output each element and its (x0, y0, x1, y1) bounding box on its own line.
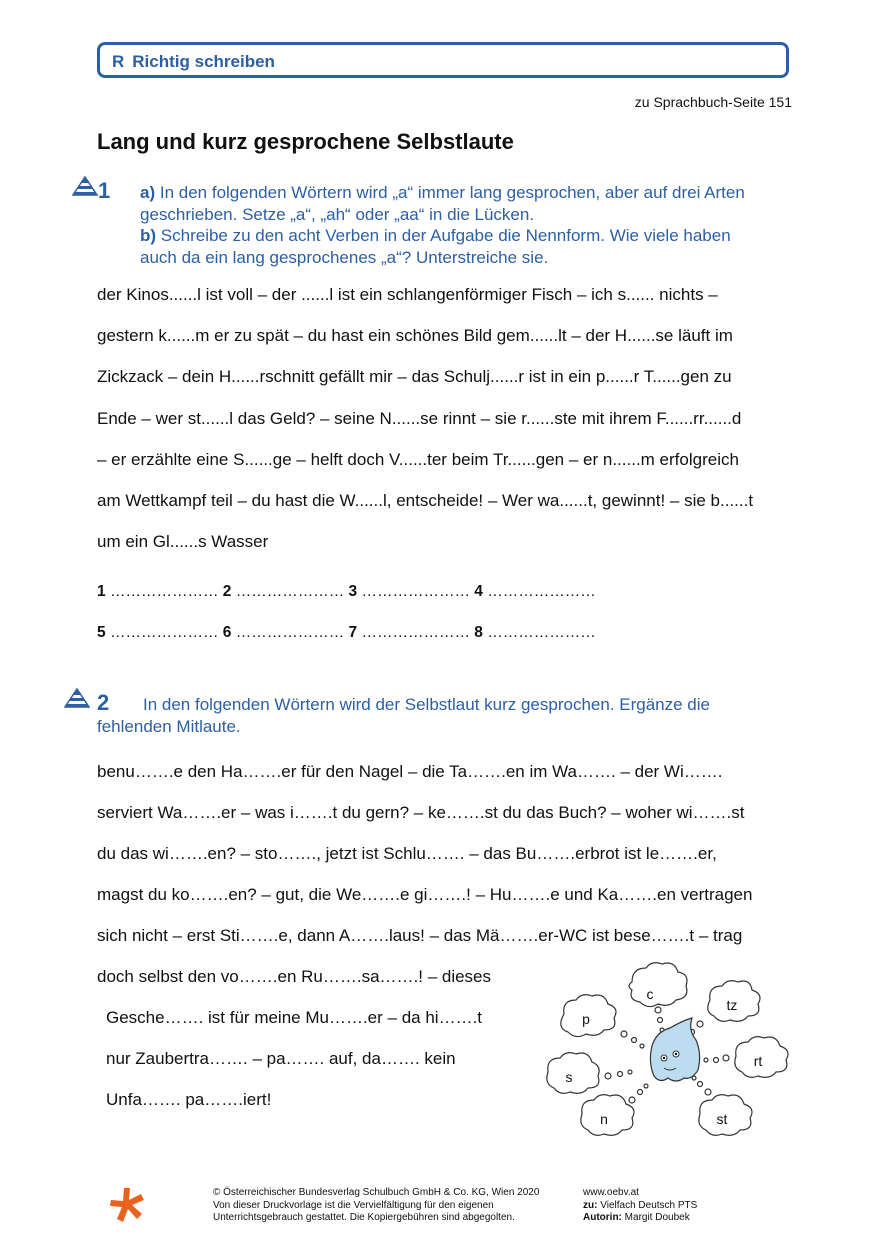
task-2-text-line[interactable]: benu…….e den Ha…….er für den Nagel – die Ta…….en im Wa……. – der Wi……. (97, 762, 723, 781)
bubble-letter: rt (753, 1053, 763, 1069)
task-1-number: 1 (98, 178, 111, 203)
section-letter: R (112, 52, 125, 71)
answer-slot-3[interactable]: 3 ………………… (348, 583, 470, 600)
task-1-text-line[interactable]: der Kinos......l ist voll – der ......l ist ein schlangenförmiger Fisch – ich s...... nichts – (97, 285, 718, 304)
task-2-text-line[interactable]: serviert Wa…….er – was i…….t du gern? – ke…….st du das Buch? – woher wi…….st (97, 803, 745, 822)
task-1-text-line[interactable]: Zickzack – dein H......rschnitt gefällt mir – das Schulj......r ist in ein p......r T......gen zu (97, 367, 732, 386)
answer-row-1 (97, 583, 596, 601)
task-1-part-a-line-1 (140, 182, 745, 204)
task-1-text-line[interactable]: um ein Gl......s Wasser (97, 532, 269, 551)
task-1-part-a-label: a) (140, 183, 156, 202)
answer-slot-6[interactable]: 6 ………………… (222, 624, 345, 641)
difficulty-pyramid-icon (64, 688, 90, 708)
footer-author (583, 1212, 697, 1225)
bubble-letter: tz (726, 997, 738, 1013)
page-title: Lang und kurz gesprochene Selbstlaute (97, 129, 514, 154)
footer-book (583, 1200, 697, 1213)
task-1-part-b-line-1 (140, 225, 731, 247)
task-2-text-line[interactable]: du das wi…….en? – sto……., jetzt ist Schlu……. – das Bu…….erbrot ist le…….er, (97, 844, 717, 863)
answer-slot-1[interactable]: 1 ………………… (97, 583, 219, 600)
section-title: Richtig schreiben (132, 52, 275, 71)
footer-note-1: Von dieser Druckvorlage ist die Vervielfältigung für den eigenen (213, 1199, 494, 1211)
task-2-text-line[interactable]: Unfa……. pa…….iert! (106, 1090, 272, 1109)
answer-slot-8[interactable]: 8 ………………… (474, 624, 596, 641)
task-2-text-line[interactable]: doch selbst den vo…….en Ru…….sa…….! – dieses (97, 967, 492, 986)
task-1-part-a-text: In den folgenden Wörtern wird „a“ immer lang gesprochen, aber auf drei Arten (159, 183, 745, 202)
task-2-number: 2 (97, 690, 110, 715)
bubble-letter: n (600, 1111, 608, 1127)
task-1-part-b-text: Schreibe zu den acht Verben in der Aufgabe die Nennform. Wie viele haben (160, 226, 731, 245)
section-header (112, 52, 275, 72)
footer-note-2: Unterrichtsgebrauch gestattet. Die Kopiergebühren sind abgegolten. (213, 1212, 515, 1223)
answer-slot-2[interactable]: 2 ………………… (222, 583, 345, 600)
task-2-instruction-line-1: In den folgenden Wörtern wird der Selbstlaut kurz gesprochen. Ergänze die (143, 695, 710, 714)
answer-slot-5[interactable]: 5 ………………… (97, 624, 219, 641)
footer-copyright: © Österreichischer Bundesverlag Schulbuch GmbH & Co. KG, Wien 2020 (213, 1187, 540, 1198)
bubble-letter: s (565, 1069, 573, 1085)
task-2-instruction-line-2: fehlenden Mitlaute. (97, 717, 241, 736)
bubble-letter: p (582, 1011, 590, 1027)
footer-info-block (583, 1187, 697, 1225)
bubble-letter: st (716, 1111, 728, 1127)
task-1-part-b-line-2: auch da ein lang gesprochenes „a“? Unterstreiche sie. (140, 248, 549, 267)
task-2-text-line[interactable]: magst du ko…….en? – gut, die We…….e gi…….! – Hu…….e und Ka…….en vertragen (97, 885, 753, 904)
task-1-text-line[interactable]: Ende – wer st......l das Geld? – seine N......se rinnt – sie r......ste mit ihrem F......rr......d (97, 409, 742, 428)
task-2-text-line[interactable]: nur Zaubertra……. – pa……. auf, da……. kein (106, 1049, 456, 1068)
task-2-text-line[interactable]: sich nicht – erst Sti…….e, dann A…….laus! – das Mä…….er-WC ist bese…….t – trag (97, 926, 743, 945)
bubble-letter: c (646, 986, 654, 1002)
answer-row-2 (97, 624, 596, 642)
footer-author-label: Autorin: (583, 1212, 622, 1223)
footer-zu-value: Vielfach Deutsch PTS (600, 1199, 698, 1211)
footer-copyright-block (213, 1187, 539, 1225)
publisher-logo-icon (108, 1186, 146, 1224)
footer-zu-label: zu: (583, 1199, 598, 1211)
answer-slot-7[interactable]: 7 ………………… (348, 624, 470, 641)
task-1-part-b-label: b) (140, 226, 157, 245)
difficulty-pyramid-icon (72, 176, 98, 196)
task-1-part-a-line-2: geschrieben. Setze „a“, „ah“ oder „aa“ in die Lücken. (140, 205, 535, 224)
footer-author-value: Margit Doubek (624, 1212, 690, 1223)
task-1-text-line[interactable]: am Wettkampf teil – du hast die W......l, entscheide! – Wer wa......t, gewinnt! – sie b......t (97, 491, 754, 510)
footer-website[interactable]: www.oebv.at (583, 1187, 639, 1198)
task-1-text-line[interactable]: – er erzählte eine S......ge – helft doch V......ter beim Tr......gen – er n......m erfolgreich (97, 450, 739, 469)
task-1-text-line[interactable]: gestern k......m er zu spät – du hast ein schönes Bild gem......lt – der H......se läuft im (97, 326, 733, 345)
ghost-illustration (540, 960, 800, 1140)
task-2-text-line[interactable]: Gesche……. ist für meine Mu…….er – da hi…….t (106, 1008, 483, 1027)
answer-slot-4[interactable]: 4 ………………… (474, 583, 596, 600)
page-reference: zu Sprachbuch-Seite 151 (634, 94, 792, 110)
